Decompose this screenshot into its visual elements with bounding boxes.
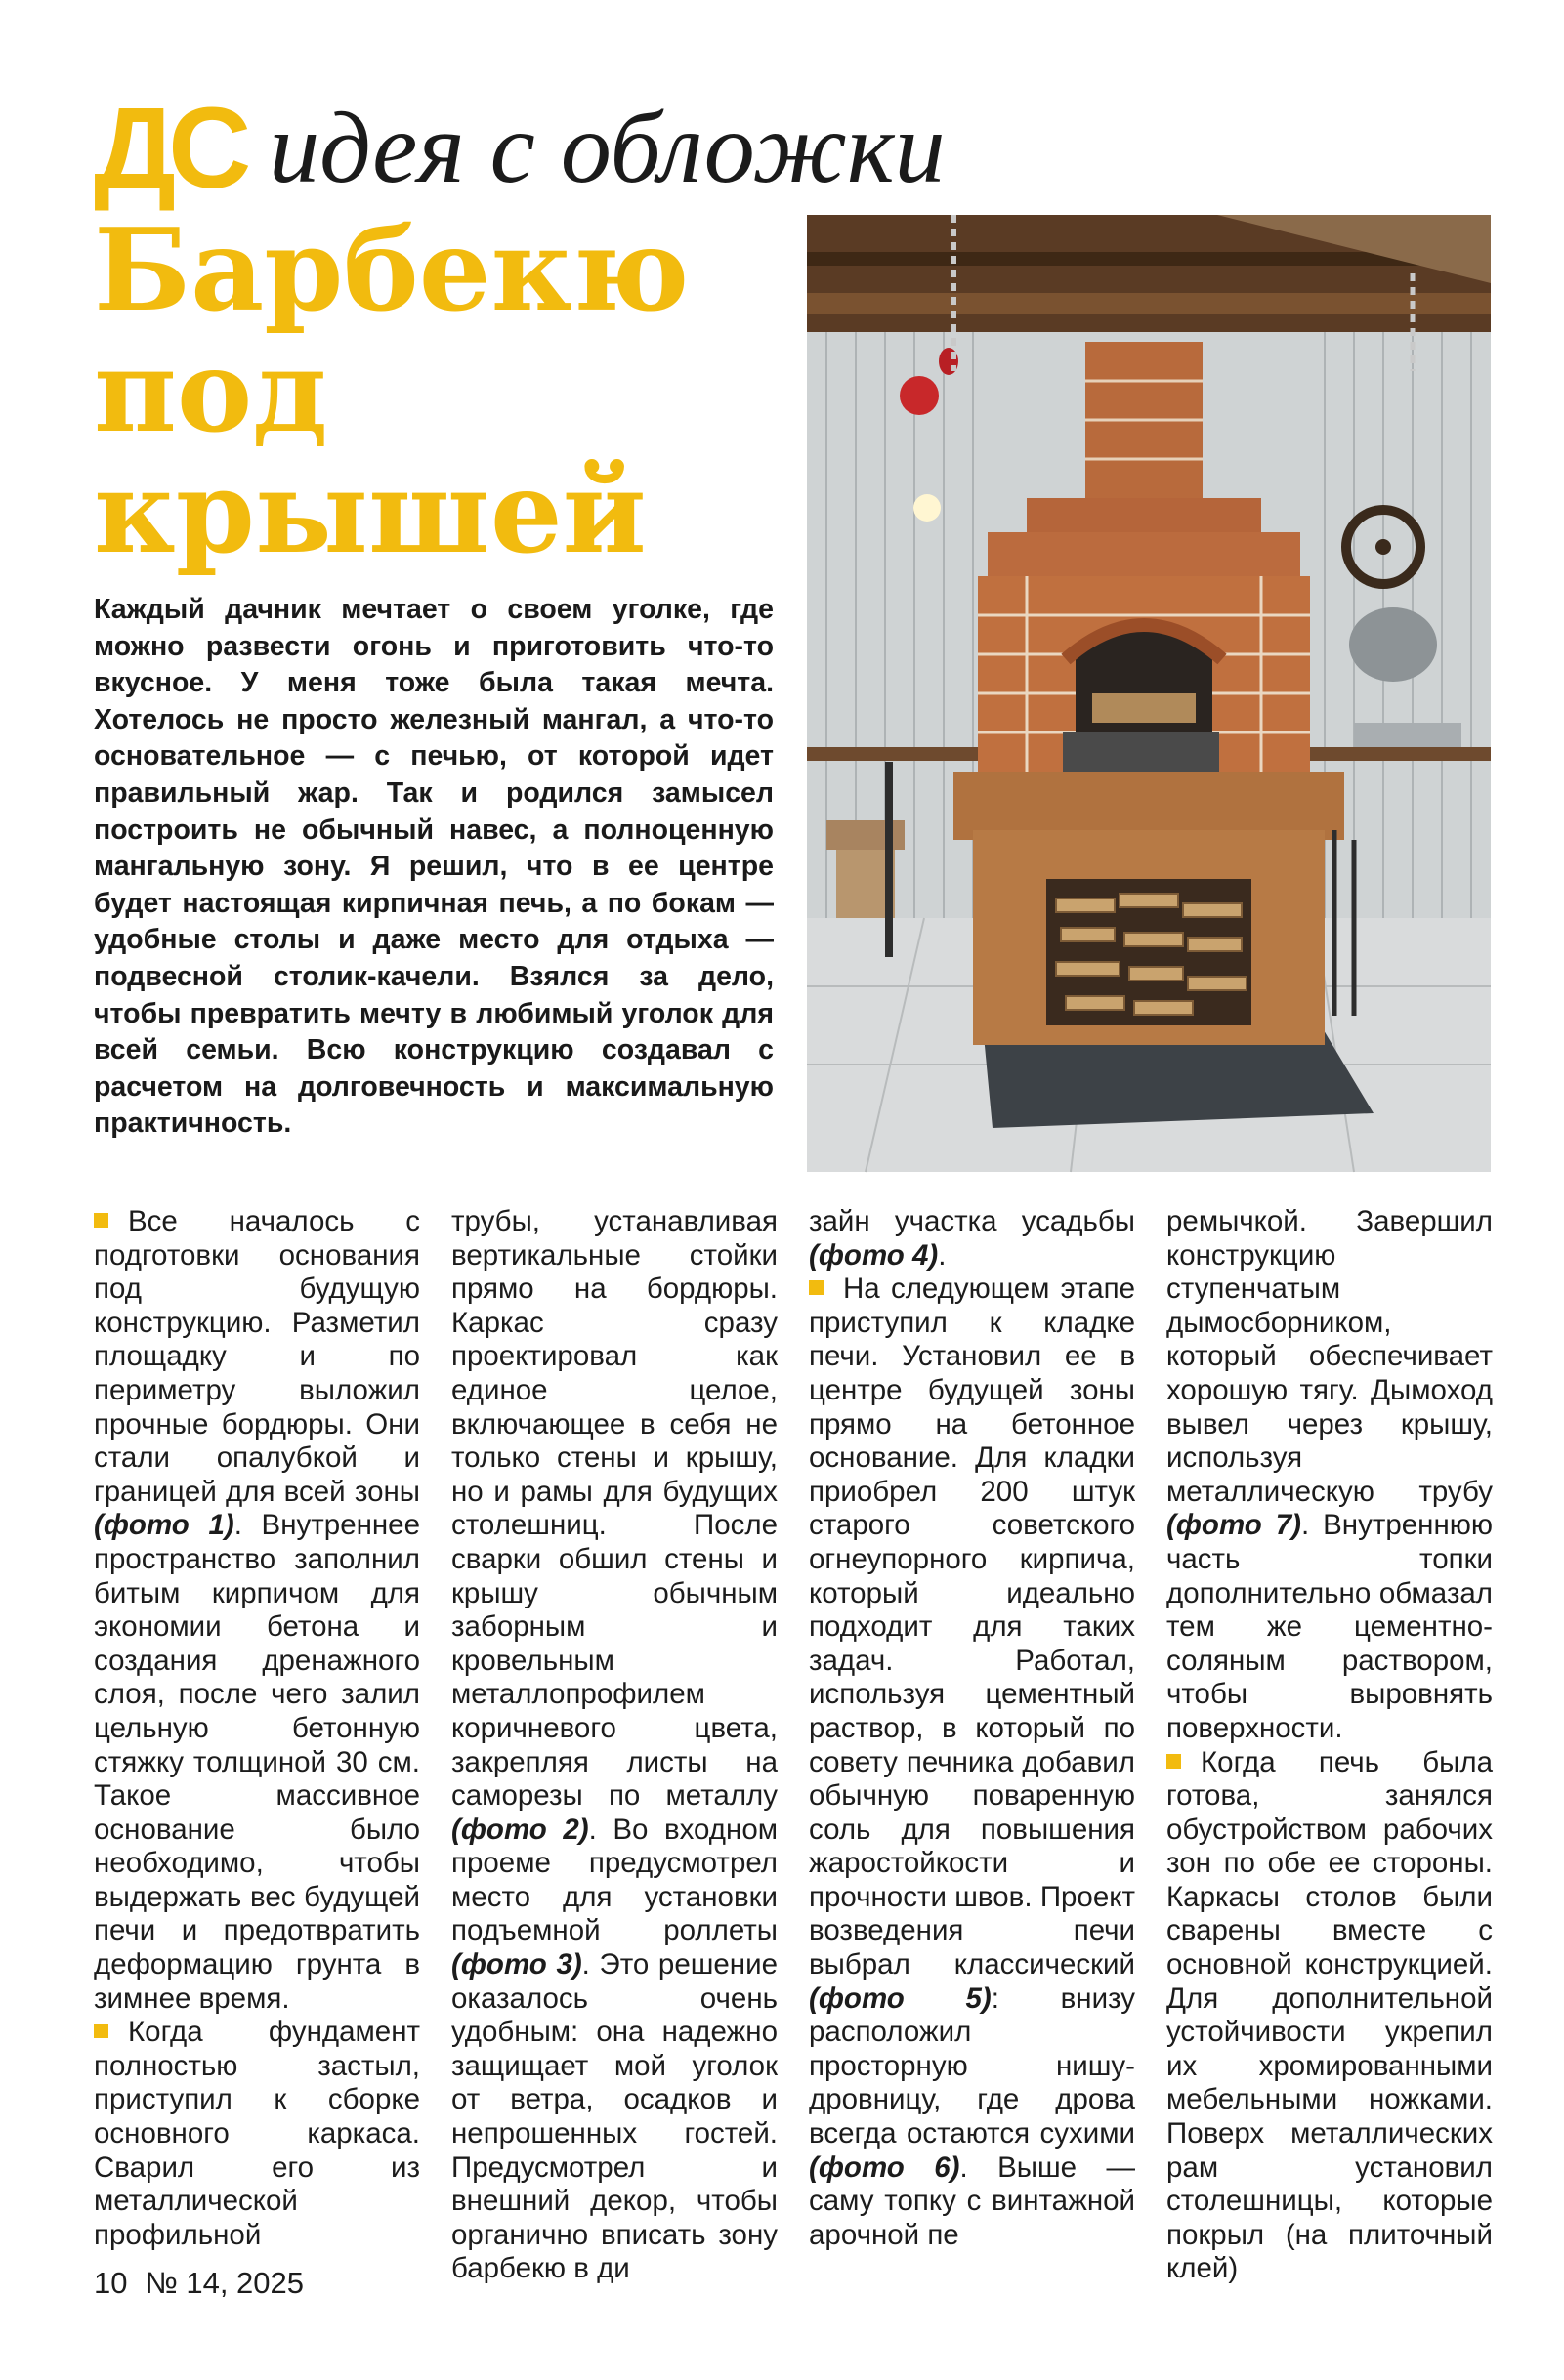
- photo-reference: (фото 4): [809, 1238, 939, 1272]
- magazine-logo: ДС: [94, 84, 244, 213]
- article-title: [94, 204, 690, 579]
- body-paragraph: Когда печь была готова, занялся обустройством рабочих зон по обе ее стороны. Каркасы столов были сварены вместе с основной конструкцией. Для дополнительной устойчивости укрепил их хромированными мебельными ножками. Поверх металлических рам установил столешницы, которые покрыл (на плиточный клей): [1166, 1745, 1493, 2285]
- paragraph-marker-icon: [94, 1213, 108, 1228]
- rubric-title: идея с обложки: [269, 92, 946, 204]
- body-paragraph: Все началось с подготовки основания под будущую конструкцию. Разметил площадку и по периметру выложил прочные бордюры. Они стали опалубкой и границей для всей зоны (фото 1). Внутреннее пространство заполнил битым кирпичом для экономии бетона и создания дренажного слоя, после чего залил цельную бетонную стяжку толщиной 30 см. Такое массивное основание было необходимо, чтобы выдержать вес будущей печи и предотвратить деформацию грунта в зимнее время.: [94, 1205, 420, 2015]
- photo-reference: (фото 6): [809, 2150, 960, 2184]
- page-footer: [94, 2266, 321, 2301]
- text-column-3: [809, 1205, 1135, 2260]
- photo-reference: (фото 5): [809, 1982, 992, 2015]
- title-line: под: [94, 325, 328, 458]
- body-paragraph: зайн участка усадьбы (фото 4).: [809, 1205, 1135, 1272]
- photo-reference: (фото 2): [451, 1813, 589, 1846]
- title-line: крышей: [94, 446, 647, 579]
- bbq-oven-illustration: [807, 215, 1491, 1172]
- paragraph-marker-icon: [809, 1280, 824, 1295]
- text-column-1: [94, 1205, 420, 2260]
- paragraph-marker-icon: [1166, 1754, 1181, 1769]
- lead-paragraph: Каждый дачник мечтает о своем уголке, где можно развести огонь и приготовить что-то вкусное. У меня тоже была такая мечта. Хотелось не просто железный мангал, а что-то основательное — с печью, от которой идет правильный жар. Так и родился замысел построить не обычный навес, а полноценную мангальную зону. Я решил, что в ее центре будет настоящая кирпичная печь, а по бокам — удобные столы и даже место для отдыха — подвесной столик-качели. Взялся за дело, чтобы превратить мечту в любимый уголок для всей семьи. Всю конструкцию создавал с расчетом на долговечность и максимальную практичность.: [94, 594, 774, 1140]
- page-number: 10: [94, 2266, 128, 2300]
- rubric-header: [94, 84, 946, 213]
- title-line: Барбекю: [94, 204, 690, 337]
- paragraph-marker-icon: [94, 2024, 108, 2038]
- photo-reference: (фото 3): [451, 1948, 582, 1982]
- text-column-4: [1166, 1205, 1493, 2285]
- body-paragraph: ремычкой. Завершил конструкцию ступенчатым дымосборником, который обеспечивает хорошую тягу. Дымоход вывел через крышу, используя металлическую трубу (фото 7). Внутреннюю часть топки дополнительно обмазал тем же цементно-соляным раствором, чтобы выровнять поверхности.: [1166, 1205, 1493, 1744]
- body-paragraph: трубы, устанавливая вертикальные стойки прямо на бордюры. Каркас сразу проектировал как единое целое, включающее в себя не только стены и крышу, но и рамы для будущих столешниц. После сварки обшил стены и крышу обычным заборным и кровельным металлопрофилем коричневого цвета, закрепляя листы на саморезы по металлу (фото 2). Во входном проеме предусмотрел место для установки подъемной роллеты (фото 3). Это решение оказалось очень удобным: она надежно защищает мой уголок от ветра, осадков и непрошенных гостей. Предусмотрел и внешний декор, чтобы органично вписать зону барбекю в ди: [451, 1205, 779, 2285]
- body-paragraph: Когда фундамент полностью застыл, приступил к сборке основного каркаса. Сварил его из металлической профильной: [94, 2016, 420, 2251]
- body-paragraph: На следующем этапе приступил к кладке печи. Установил ее в центре будущей зоны прямо на бетонное основание. Для кладки приобрел 200 штук старого советского огнеупорного кирпича, который идеально подходит для таких задач. Работал, используя цементный раствор, в который по совету печника добавил обычную поваренную соль для повышения жаростойкости и прочности швов. Проект возведения печи выбрал классический (фото 5): внизу расположил просторную нишу-дровницу, где дрова всегда остаются сухими (фото 6). Выше — саму топку с винтажной арочной пе: [809, 1273, 1136, 2251]
- photo-reference: (фото 7): [1166, 1509, 1301, 1542]
- issue-number: № 14, 2025: [145, 2266, 305, 2300]
- cover-photo: [807, 215, 1491, 1172]
- photo-reference: (фото 1): [94, 1509, 234, 1542]
- text-column-2: [451, 1205, 779, 2285]
